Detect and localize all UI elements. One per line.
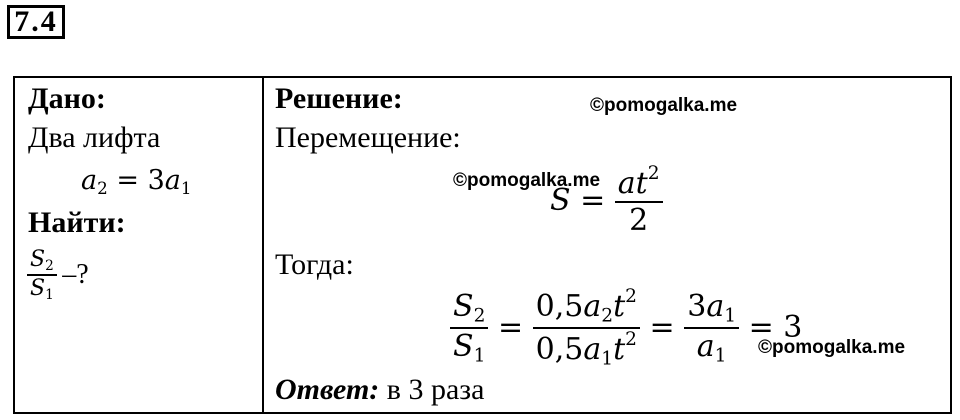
answer-line [275, 373, 484, 407]
then-label: Тогда: [275, 248, 354, 281]
displacement-label: Перемещение: [275, 121, 461, 154]
answer-text: в 3 раза [379, 373, 485, 406]
find-heading: Найти: [28, 206, 126, 239]
ratio-simplified-fraction: $\frac{3a_1}{a_1}$ [684, 289, 739, 366]
problem-number: 7.4 [7, 5, 65, 39]
given-relation: $a_2 = 3a_1$ [81, 165, 192, 199]
given-text: Два лифта [28, 121, 161, 154]
given-heading: Дано: [28, 82, 106, 115]
displacement-formula: S = $\frac{at^2}{2}$ [550, 163, 663, 238]
watermark: ©pomogalka.me [590, 95, 738, 116]
find-expression: $\frac{S_2}{S_1}$ –? [27, 247, 89, 303]
ratio-equation: $\frac{S_2}{S_1}$ = $\frac{0,5a_2t^2}{0,5a_1t^2}$ = $\frac{3a_1}{a_1}$ = 3 [450, 286, 802, 369]
answer-label: Ответ: [275, 373, 380, 406]
watermark: ©pomogalka.me [453, 170, 601, 191]
table-divider [262, 76, 264, 414]
watermark: ©pomogalka.me [758, 337, 906, 358]
ratio-s-fraction: $\frac{S_2}{S_1}$ [450, 289, 488, 366]
ratio-accel-fraction: $\frac{0,5a_2t^2}{0,5a_1t^2}$ [533, 286, 640, 369]
solution-heading: Решение: [275, 82, 403, 115]
find-fraction: $\frac{S_2}{S_1}$ [27, 247, 57, 303]
